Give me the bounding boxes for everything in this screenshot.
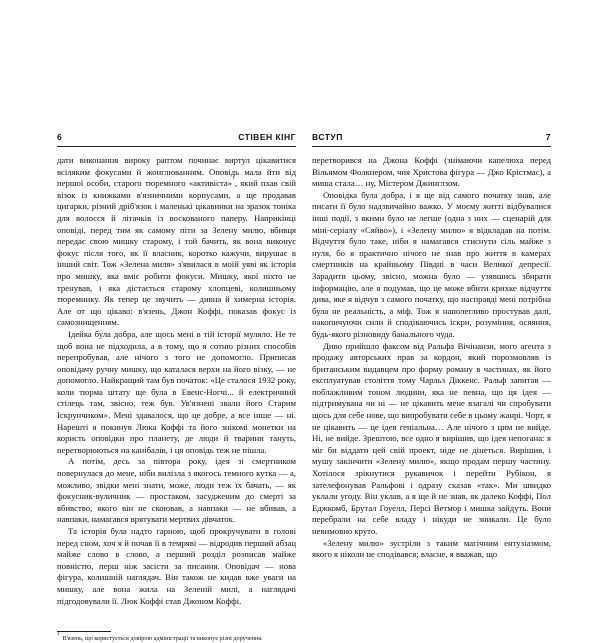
left-page-body [57,155,296,607]
paragraph: Оповідка була добра, і я ще від самого початку знав, але писати її було надзвичайно важко. У моєму житті відбувалися інші події, з якими було не легше (одна з них — сценарій для міні-серіалу «Сяйво»), і «Зелену милю» я відкладав на потім. Відчуття було таке, ніби я намагався стиснути сіль майже з нуля, бо я практично нічого не знав про життя в камерах смертників на крайньому Півдні в часи Великої депресії. Зарадити цьому, звісно, можна було — узявшись збирати інформацію, але я подумав, що це може вбити крихке відчуття дива, яке я відчув з самого початку, що насправді мені потрібна була не реальність, а міф. Тож я наполегливо простував далі, накопичуючи сили й сподіваючись іскри, розуміння, осяяння, будь-якого різновиду банального чуда. [312,189,551,339]
left-page-header [57,132,296,147]
left-running-head: СТІВЕН КІНГ [238,132,296,142]
paragraph: А потім, десь за півтора року, ідея зі смертником повернулася до мене, ніби вилізла з якогось темного кутка — а, можливо, звідки мені знати, може, люди теж їх бачать, — як фокусник-вуличник — простаком, засудженим до смерті за вбивство, якого він не скоював, а навпаки — не вбивав, а навпаки, намагався врятувати мертвих дівчаток. [57,456,296,525]
paragraph: Диво прийшло факсом від Ральфа Вічінанзи, мого агента з продажу авторських прав за кордон, який порозмовляв із британським видавцем про форму роману в частинах, як його експлуатував століття тому Чарльз Діккенс. Ральф запитав — поблажливим тоном людини, яка не певна, що ця ідея — підтримувана чи ні — не цікавить мене взагалі чи спробувати щось для себе нове, що випробувати себе в цьому жанрі. Чорт, я не цікавить — це ідея геніальна… Але нічого з цим не вийде. Ні, не вийде. Зрештою, все одно я вирішив, що ідея непогана: я міг би віддати цей свій проект, ніде не дінеться. Вирішив, і мушу закінчити «Зелену милю», якщо продам першу частину. Хотілося зрікнутися рукавичок і перейти Рубікон, я зателефонував Ральфові і одразу сказав «так». Ми швидко уклали угоду. Він уклав, а я ще й не знав, як далеко Коффі, Пол Еджкомб, Брутал Гоуелл, Персі Ветмор і мишка зайдуть. Вони перебрали на себе владу і нікуди не зникали. Це було невимовно круто. [312,340,551,536]
paragraph [57,155,296,329]
footnote-number: 1 [57,632,60,638]
paragraph-text: , який пхав свій візок із книжками в'язничними корпусами, а ще продавав цигарки, різний дріб'язок і маленькі цікавинки на зразок тоніка для волосся й літачків із воскованого паперу. Наприкінці оповіді, перед тим як самому піти за Зелену милю, вбивця передає свою мишку старому, і той бачить, як вона виконує фокус після того, як її власник, коротко кажучи, вирушає в інший світ. Тож «Зелена миля» з'явилася в моїй уяві як історія про мишку, яка вміє робити фокуси. Мишку, якої ніхто не тренував, і яка дістається старому хлопцеві, колишньому тюремнику. Як тепер це звучить — дивна й химерна історія. Але от що цікаво: в'язень, Джон Коффі, показав фокус із самознищенням. [57,178,297,328]
right-page-header [312,132,551,147]
paragraph: Ідейка була добра, але щось мені в тій історії муляло. Не те щоб вона не підходила, а в тому, що я сотню різних способів перепробував, але нічого з того не допомогло. Приписав оповідачу ручну мишку, що каталася верхи на його візку, — не допомогло. Найкращий там був початок: «Це сталося 1932 року, коли тюрма штату ще була в Евенс-Ногчі... й електричний стілець там, звісно, теж був. Ув'язнені звали його Старим Іскрунчиком». Мені здавалося, що це добре, а все інше — ні. Нарешті я покинув Люка Коффі та його знікомі монетки на користь оповідки про планету, де люди й тварини тануть, перетворюються на канібалів, і ця оповідь теж не пішла. [57,328,296,455]
right-page-body [312,155,551,561]
right-running-head: ВСТУП [312,132,343,142]
paragraph: перетворився на Джона Коффі (знімаючи капелюха перед Вільямом Фолкнером, чия Христова фігура — Джо Крістмас), а миша стала… ну, Містером Джинглзом. [312,155,551,189]
footnote-marker: 1 [232,175,235,182]
right-page-number: 7 [545,132,551,142]
footnote-text: В'язень, що користується довірою адміністрації та виконує різні доручення. [62,635,263,643]
left-page [57,132,296,643]
footnote [57,632,296,643]
paragraph: «Зелену милю» зустріли з таким магічним ентузіазмом, якого я ніколи не сподівався; власне, я вважав, що [312,537,551,560]
right-page [312,132,551,561]
paragraph-text: дати виконання вироку раптом починає виртул цікавитися всіляким фокусами й жонглюванням. Оповідь мала йти від першої особи, старого тюремного «активіста» [57,155,296,189]
left-page-number: 6 [57,132,63,142]
footnote-divider [57,631,111,632]
paragraph: Та історія була надто гарною, щоб прокручувати в голові перед сном, хоч я й почав її в темряві — відродив перший абзац майже слово в слово, а перший розділ розписав майже повністю, перш ніж засісти за писання. Оповідач — нова фігура, колишній наглядач. Він також не кидав вже уваги на мишку, але вона жила на Зеленій милі, а наглядачі підгодовували її. Люк Коффі став Джоном Коффі. [57,526,296,606]
